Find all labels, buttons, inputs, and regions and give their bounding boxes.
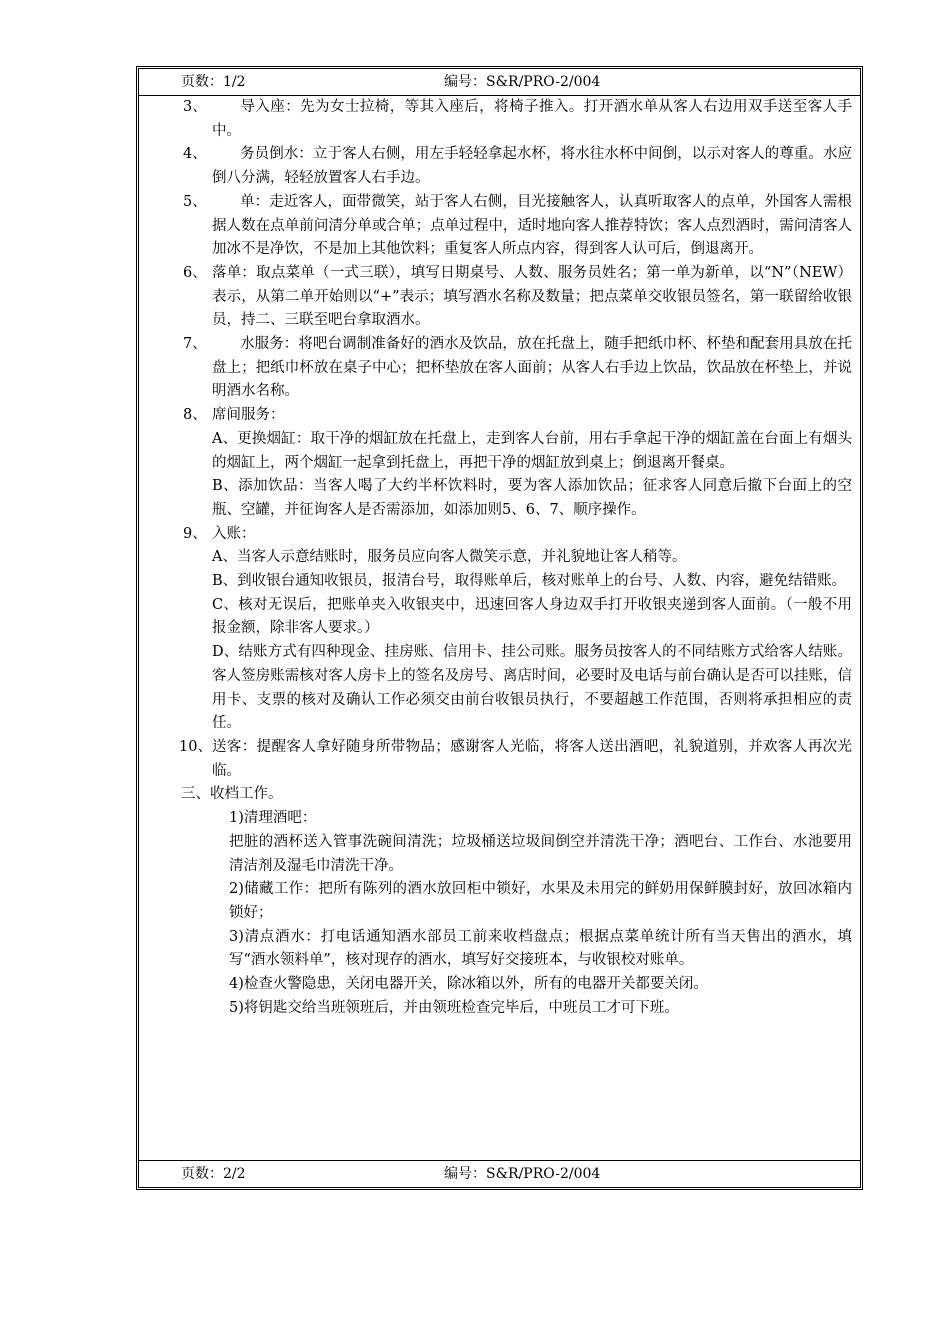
list-item [139, 143, 860, 190]
item-number: 10、 [179, 738, 212, 755]
list-item [139, 96, 860, 143]
section-title: 三、收档工作。 [181, 786, 283, 803]
page-header [139, 69, 860, 96]
sub-item: A、当客人示意结账时，服务员应向客人微笑示意，并礼貌地让客人稍等。 [212, 549, 687, 566]
sub-item: B、到收银台通知收银员，报清台号，取得账单后，核对账单上的台号、人数、内容，避免结错账。 [212, 573, 847, 590]
closing-step: 5)将钥匙交给当班领班后，并由领班检查完毕后，中班员工才可下班。 [229, 999, 679, 1016]
item-number: 7、 [183, 336, 207, 353]
list-item [139, 262, 860, 333]
page-frame [136, 66, 863, 1190]
closing-step: 2)储藏工作：把所有陈列的酒水放回柜中锁好，水果及未用完的鲜奶用保鲜膜封好，放回冰箱内锁好； [229, 881, 852, 921]
sub-item: A、更换烟缸：取干净的烟缸放在托盘上，走到客人台前，用右手拿起干净的烟缸盖在台面上有烟头的烟缸上，两个烟缸一起拿到托盘上，再把干净的烟缸放到桌上；倒退离开餐桌。 [212, 430, 852, 471]
footer-document-code: 编号：S&R/PRO-2/004 [444, 1166, 601, 1182]
item-number: 6、 [183, 264, 207, 281]
item-text: 席间服务： [212, 407, 285, 424]
list-item [139, 736, 860, 783]
document-body [139, 96, 860, 1020]
list-item [139, 333, 860, 404]
sub-item: C、核对无误后，把账单夹入收银夹中，迅速回客人身边双手打开收银夹递到客人面前。（一般不用报金额，除非客人要求。） [212, 596, 852, 637]
item-number: 8、 [183, 407, 207, 424]
item-number: 3、 [183, 99, 207, 115]
item-number: 9、 [183, 525, 207, 542]
footer-page-number: 页数：2/2 [181, 1166, 246, 1182]
list-item [139, 404, 860, 428]
closing-step: 把脏的酒杯送入管事洗碗间清洗；垃圾桶送垃圾间倒空并清洗干净；酒吧台、工作台、水池要用清洁剂及湿毛巾清洗干净。 [229, 833, 852, 874]
item-text: 落单：取点菜单（一式三联），填写日期桌号、人数、服务员姓名；第一单为新单，以“N”（NEW）表示，从第二单开始则以“+”表示；填写酒水名称及数量；把点菜单交收银员签名，第一联留给收银员，持二、三联至吧台拿取酒水。 [212, 264, 852, 329]
item-text: 单：走近客人，面带微笑，站于客人右侧，目光接触客人，认真听取客人的点单，外国客人需根据人数在点单前问清分单或合单；点单过程中，适时地向客人推荐特饮；客人点烈酒时，需问清客人加冰不是净饮，不是加上其他饮料；重复客人所点内容，得到客人认可后，倒退离开。 [212, 193, 852, 258]
list-item [139, 523, 860, 547]
closing-step: 3)清点酒水：打电话通知酒水部员工前来收档盘点；根据点菜单统计所有当天售出的酒水，填写“酒水领料单”，核对现存的酒水，填写好交接班本，与收银校对账单。 [229, 928, 852, 969]
closing-step: 1)清理酒吧： [229, 810, 317, 827]
list-item [139, 191, 860, 262]
item-text: 水服务：将吧台调制准备好的酒水及饮品，放在托盘上，随手把纸巾杯、杯垫和配套用具放在托盘上；把纸巾杯放在桌子中心；把杯垫放在客人面前；从客人右手边上饮品，饮品放在杯垫上，并说明酒水名称。 [212, 336, 852, 400]
page-footer [139, 1160, 860, 1187]
header-page-number: 页数：1/2 [181, 74, 246, 90]
item-text: 入账： [212, 525, 256, 542]
sub-item: D、结账方式有四种现金、挂房账、信用卡、挂公司账。服务员按客人的不同结账方式给客人结账。客人签房账需核对客人房卡上的签名及房号、离店时间，必要时及电话与前台确认是否可以挂账，信用卡、支票的核对及确认工作必须交由前台收银员执行，不要超越工作范围，否则将承担相应的责任。 [212, 644, 852, 732]
item-number: 5、 [183, 193, 207, 210]
item-text: 务员倒水：立于客人右侧，用左手轻轻拿起水杯，将水往水杯中间倒，以示对客人的尊重。水应倒八分满，轻轻放置客人右手边。 [212, 146, 852, 187]
item-text: 送客：提醒客人拿好随身所带物品；感谢客人光临，将客人送出酒吧，礼貌道别，并欢客人再次光临。 [212, 738, 852, 779]
header-document-code: 编号：S&R/PRO-2/004 [444, 74, 601, 90]
sub-item: B、添加饮品：当客人喝了大约半杯饮料时，要为客人添加饮品；征求客人同意后撤下台面上的空瓶、空罐，并征询客人是否需添加，如添加则5、6、7、顺序操作。 [212, 478, 852, 518]
item-text: 导入座：先为女士拉椅，等其入座后，将椅子推入。打开酒水单从客人右边用双手送至客人手中。 [212, 99, 852, 139]
item-number: 4、 [183, 146, 207, 163]
closing-step: 4)检查火警隐患，关闭电器开关，除冰箱以外，所有的电器开关都要关闭。 [229, 976, 708, 993]
